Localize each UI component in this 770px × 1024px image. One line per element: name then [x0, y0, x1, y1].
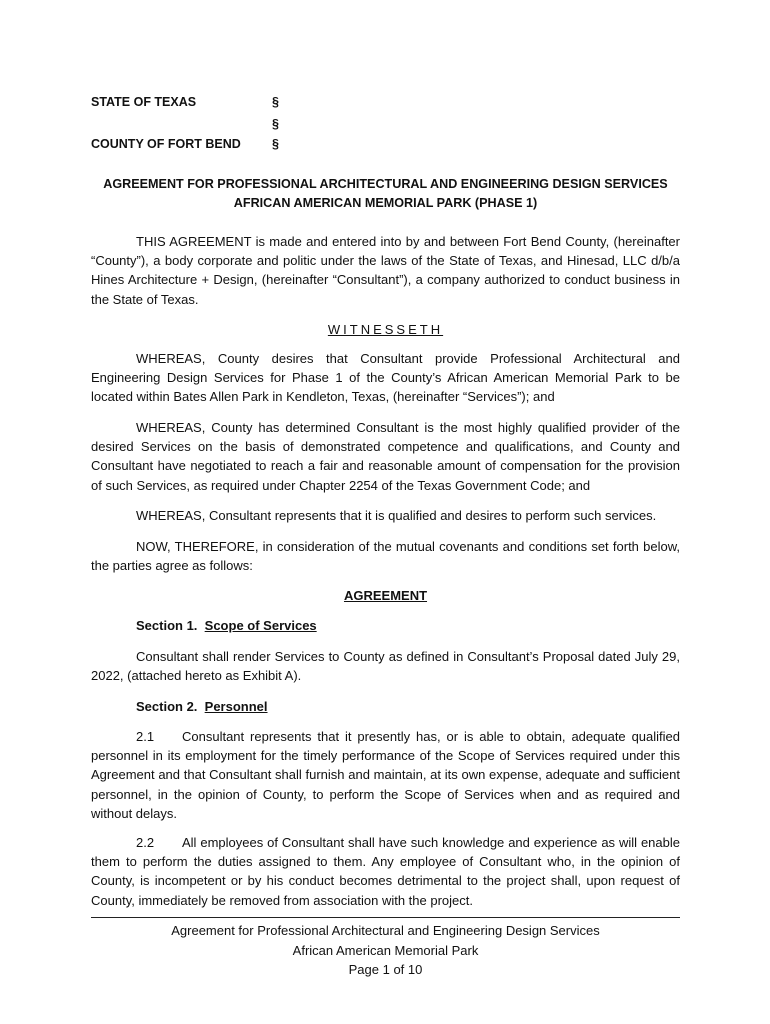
whereas-clause: WHEREAS, County has determined Consultant is the most highly qualified provider of the desired Services on the basis of demonstrated competence and qualifications, and County and Consultant have negotiated to reach a fair and reasonable amount of compensation for the provision of such Services, as required under Chapter 2254 of the Texas Government Code; and — [91, 420, 680, 493]
witnesseth-row — [91, 320, 680, 339]
clause-text: All employees of Consultant shall have such knowledge and experience as will enable them to perform the duties assigned to them. Any employee of Consultant who, in the opinion of County, is incompetent or by his conduct becomes detrimental to the project shall, upon request of County, immediately be removed from association with the project. — [91, 835, 680, 908]
footer-divider — [91, 917, 680, 918]
clause-number: 2.1 — [136, 729, 155, 744]
title-line-2: AFRICAN AMERICAN MEMORIAL PARK (PHASE 1) — [233, 196, 538, 210]
title-line-1: AGREEMENT FOR PROFESSIONAL ARCHITECTURAL AND ENGINEERING DESIGN SERVICES — [103, 177, 668, 191]
witnesseth-heading: WITNESSETH — [327, 322, 444, 337]
section-mark: § — [272, 137, 279, 151]
whereas-clause: WHEREAS, County desires that Consultant provide Professional Architectural and Engineering Design Services for Phase 1 of the County’s African American Memorial Park to be located within Bates Allen Park in Kendleton, Texas, (hereinafter “Services”); and — [91, 351, 680, 405]
agreement-title — [91, 175, 680, 213]
caption-county: COUNTY OF FORT BEND — [91, 137, 241, 151]
footer-subtitle: African American Memorial Park — [292, 942, 479, 958]
clause-text: Consultant represents that it presently has, or is able to obtain, adequate qualified personnel in its employment for the timely performance of the Scope of Services required under this Agreement and that Consultant shall furnish and maintain, at its own expense, adequate and sufficient personnel, in the opinion of County, to perform the Scope of Services when and as required and without delays. — [91, 729, 680, 821]
section-1-heading — [91, 616, 725, 635]
section-2-label: Section 2. — [136, 699, 198, 714]
clause-2-1 — [91, 727, 680, 823]
section-1-title: Scope of Services — [204, 618, 317, 633]
clause-number: 2.2 — [136, 835, 155, 850]
section-1-text: Consultant shall render Services to County as defined in Consultant’s Proposal dated July 29, 2022, (attached hereto as Exhibit A). — [91, 649, 680, 684]
agreement-heading-row — [91, 586, 680, 605]
intro-paragraph: THIS AGREEMENT is made and entered into by and between Fort Bend County, (hereinafter “County”), a body corporate and politic under the laws of the State of Texas, and Hinesad, LLC d/b/a Hines Architecture + Design, (hereinafter “Consultant”), a company authorized to conduct business in the State of Texas. — [91, 234, 680, 307]
section-2-title: Personnel — [204, 699, 268, 714]
clause-2-2 — [91, 833, 680, 910]
section-mark: § — [272, 95, 279, 109]
now-therefore-paragraph: NOW, THEREFORE, in consideration of the mutual covenants and conditions set forth below, the parties agree as follows: — [91, 539, 680, 574]
section-mark: § — [272, 117, 279, 131]
caption-state: STATE OF TEXAS — [91, 95, 197, 109]
footer-title: Agreement for Professional Architectural and Engineering Design Services — [171, 923, 600, 938]
section-2-heading — [91, 697, 725, 716]
section-1-label: Section 1. — [136, 618, 198, 633]
whereas-clause: WHEREAS, Consultant represents that it is qualified and desires to perform such services. — [136, 508, 657, 523]
agreement-heading: AGREEMENT — [343, 588, 428, 603]
page-footer — [91, 921, 680, 980]
page-number: Page 1 of 10 — [348, 962, 423, 977]
